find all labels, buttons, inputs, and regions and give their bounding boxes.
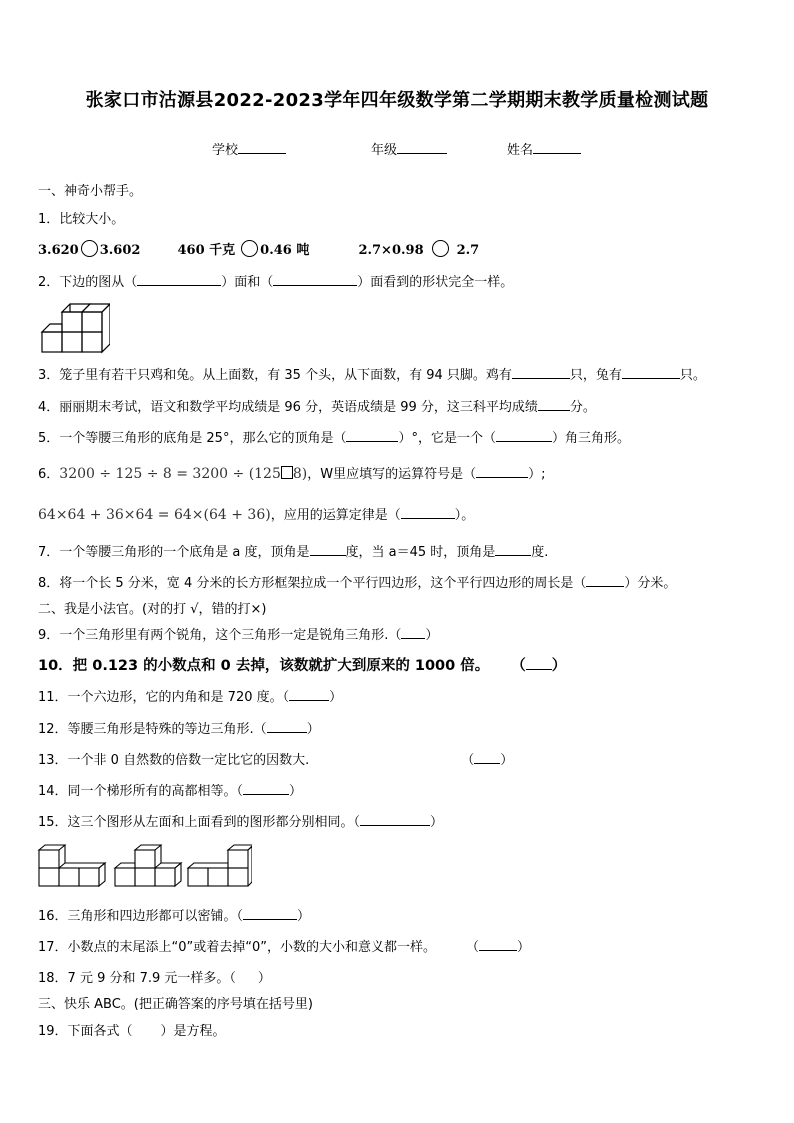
cube-figures-q15 <box>36 842 252 890</box>
question-4: 4．丽丽期末考试，语文和数学平均成绩是 96 分，英语成绩是 99 分，这三科平均成绩 分。 <box>38 400 596 415</box>
section-heading-3: 三、快乐 ABC。(把正确答案的序号填在括号里) <box>38 997 313 1012</box>
school-blank[interactable] <box>238 141 286 154</box>
question-1-comparisons <box>38 239 479 258</box>
q6-blank-1[interactable] <box>476 466 528 478</box>
q7-blank-1[interactable] <box>310 544 346 556</box>
question-17: 17．小数点的末尾添上“0”或着去掉“0”，小数的大小和意义都一样。 （ ） <box>38 940 531 955</box>
question-6-line-1: 6．3200 ÷ 125 ÷ 8 = 3200 ÷ (125 8)，W里应填写的运算符号是（ ）; <box>38 466 546 482</box>
question-18: 18．7 元 9 分和 7.9 元一样多。（ ） <box>38 971 271 986</box>
compare-a-right: 3.602 <box>99 243 141 258</box>
q13-blank[interactable] <box>474 752 500 764</box>
q2-blank-1[interactable] <box>137 274 221 286</box>
q8-blank[interactable] <box>586 575 624 587</box>
name-label: 姓名 <box>507 143 534 158</box>
q3-blank-rabbit[interactable] <box>622 367 680 379</box>
q12-blank[interactable] <box>267 721 307 733</box>
q10-blank[interactable] <box>526 658 552 670</box>
grade-field <box>371 139 447 158</box>
q5-blank-2[interactable] <box>496 430 552 442</box>
compare-b-right: 0.46 吨 <box>260 243 310 258</box>
q6-equation-1-right: 8) <box>292 466 308 482</box>
question-1-stem: 1．比较大小。 <box>38 212 125 227</box>
question-16: 16．三角形和四边形都可以密铺。（ ） <box>38 909 311 924</box>
compare-a-left: 3.620 <box>38 243 79 258</box>
compare-a-circle[interactable] <box>81 240 98 257</box>
compare-c-circle[interactable] <box>432 240 449 257</box>
q16-blank[interactable] <box>243 908 297 920</box>
q14-blank[interactable] <box>243 783 289 795</box>
question-3: 3．笼子里有若干只鸡和兔。从上面数，有 35 个头，从下面数，有 94 只脚。鸡有 只，兔有 只。 <box>38 368 706 383</box>
question-12: 12．等腰三角形是特殊的等边三角形.（ ） <box>38 722 320 737</box>
compare-c-right: 2.7 <box>456 243 480 258</box>
cube-figure-q2 <box>38 298 110 358</box>
grade-label: 年级 <box>371 143 398 158</box>
q5-blank-1[interactable] <box>346 430 398 442</box>
q6-equation-1-left: 3200 ÷ 125 ÷ 8 = 3200 ÷ (125 <box>59 466 281 482</box>
grade-blank[interactable] <box>397 141 447 154</box>
compare-b-circle[interactable] <box>241 240 258 257</box>
question-10: 10．把 0.123 的小数点和 0 去掉，该数就扩大到原来的 1000 倍。 （ ） <box>38 658 567 674</box>
section-heading-1: 一、神奇小帮手。 <box>38 184 143 199</box>
q6-equation-2: 64×64 + 36×64 = 64×(64 + 36) <box>38 507 271 523</box>
section-heading-2: 二、我是小法官。(对的打 √，错的打×) <box>38 602 267 617</box>
question-5: 5．一个等腰三角形的底角是 25°，那么它的顶角是（ ）°，它是一个（ ）角三角形。 <box>38 431 630 446</box>
question-19: 19．下面各式（ ）是方程。 <box>38 1024 226 1039</box>
q6-box[interactable] <box>281 466 293 479</box>
name-blank[interactable] <box>533 141 581 154</box>
school-field <box>212 139 286 158</box>
question-6-line-2: 64×64 + 36×64 = 64×(64 + 36)，应用的运算定律是（ ）。 <box>38 507 475 523</box>
compare-b-left: 460 千克 <box>177 243 236 258</box>
question-14: 14．同一个梯形所有的高都相等。（ ） <box>38 784 303 799</box>
compare-c-left: 2.7×0.98 <box>358 243 424 258</box>
school-label: 学校 <box>212 143 239 158</box>
page-title: 张家口市沽源县2022-2023学年四年级数学第二学期期末教学质量检测试题 <box>85 90 709 111</box>
q15-blank[interactable] <box>360 814 430 826</box>
q17-blank[interactable] <box>479 939 517 951</box>
q9-blank[interactable] <box>401 627 425 639</box>
question-2: 2．下边的图从（ ）面和（ ）面看到的形状完全一样。 <box>38 275 514 290</box>
q11-blank[interactable] <box>289 689 329 701</box>
question-15: 15．这三个图形从左面和上面看到的图形都分别相同。（ ） <box>38 815 444 830</box>
question-7: 7．一个等腰三角形的一个底角是 a 度，顶角是 度，当 a＝45 时，顶角是 度. <box>38 545 549 560</box>
name-field <box>507 139 581 158</box>
q6-blank-2[interactable] <box>401 507 455 519</box>
q4-blank[interactable] <box>538 399 570 411</box>
question-8: 8．将一个长 5 分米，宽 4 分米的长方形框架拉成一个平行四边形，这个平行四边形的周长是（ ）分米。 <box>38 576 677 591</box>
question-13: 13．一个非 0 自然数的倍数一定比它的因数大. （ ） <box>38 753 514 768</box>
question-11: 11．一个六边形，它的内角和是 720 度。（ ） <box>38 690 343 705</box>
q3-blank-chicken[interactable] <box>512 367 570 379</box>
q2-blank-2[interactable] <box>273 274 357 286</box>
q7-blank-2[interactable] <box>495 544 531 556</box>
question-9: 9．一个三角形里有两个锐角，这个三角形一定是锐角三角形.（ ） <box>38 628 439 643</box>
